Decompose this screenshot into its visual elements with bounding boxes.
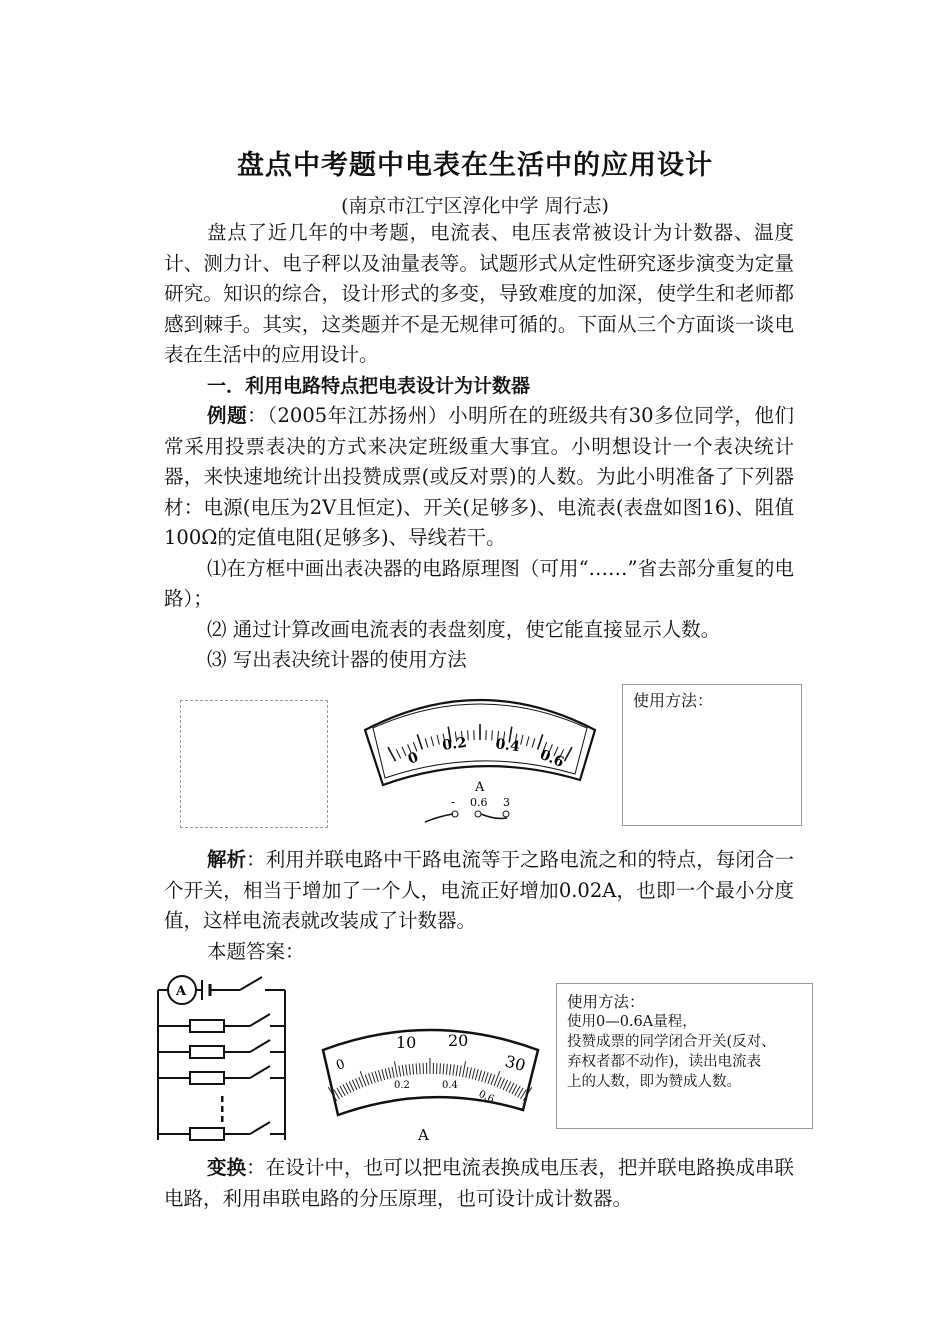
dial2-tick <box>399 1066 401 1077</box>
usage-label: 使用方法： <box>633 691 714 710</box>
ellipsis-dots <box>221 1096 224 1122</box>
dial2-tick <box>406 1065 407 1076</box>
terminal-minus-label: - <box>451 795 456 809</box>
usage2-line-4: 上的人数，即为赞成人数。 <box>567 1074 741 1090</box>
dial2-tick <box>497 1077 501 1087</box>
ammeter-letter: A <box>176 984 187 999</box>
dial2-unit: A <box>418 1126 429 1144</box>
dial2-tick <box>392 1067 394 1078</box>
dial2-tick <box>482 1071 485 1082</box>
dial2-tick <box>369 1073 373 1083</box>
dial2-tick <box>409 1064 410 1075</box>
dial2-tick <box>372 1072 375 1082</box>
usage-box-blank <box>622 684 802 826</box>
ammeter-dial-figure <box>355 690 605 825</box>
dial-tick <box>396 749 400 758</box>
question-2: ⑵ 通过计算改画电流表的表盘刻度，使它能直接显示人数。 <box>207 617 721 641</box>
dial2-tick <box>440 1063 441 1074</box>
variation-text: ：在设计中，也可以把电流表换成电压表，把并联电路换成串联电路，利用串联电路的分压原理，也可设计成计数器。 <box>164 1156 794 1210</box>
dial-label-0.4: 0.4 <box>494 736 521 756</box>
resistor <box>190 1046 224 1058</box>
dial-outline <box>365 700 595 785</box>
resistor <box>190 1128 224 1140</box>
dial2-bottom-label-0.6: 0.6 <box>476 1088 496 1106</box>
wire <box>250 1040 270 1052</box>
dial2-tick <box>488 1073 492 1083</box>
dial-tick <box>538 734 543 749</box>
dial-tick <box>388 747 396 761</box>
intro-paragraph: 盘点了近几年的中考题，电流表、电压表常被设计为计数器、温度计、测力计、电子秤以及油量表等。试题形式从定性研究逐步演变为定量研究。知识的综合，设计形式的多变，导致难度的加深，使学生和老师都感到棘手。其实，这类题并不是无规律可循的。下面从三个方面谈一谈电表在生活中的应用设计。 <box>164 221 794 366</box>
variation-label: 变换 <box>207 1156 247 1179</box>
dial-tick <box>521 735 523 745</box>
dial-tick <box>402 747 406 756</box>
page-title: 盘点中考题中电表在生活中的应用设计 <box>237 150 713 181</box>
dial2-bottom-label-0.2: 0.2 <box>394 1080 410 1091</box>
dial-label-0: 0 <box>405 749 421 768</box>
dial2-tick <box>453 1065 454 1076</box>
dial2-tick <box>389 1068 391 1079</box>
dial-label-0.6: 0.6 <box>537 746 567 771</box>
author-line: (南京市江宁区淳化中学 周行志) <box>341 195 609 217</box>
analysis-paragraph <box>164 845 794 937</box>
dial2-tick <box>443 1064 444 1075</box>
usage2-head: 使用方法： <box>567 993 645 1011</box>
terminal-3-label: 3 <box>503 796 510 809</box>
circuit-branch <box>158 1040 285 1058</box>
circuit-branch <box>158 1122 285 1140</box>
question-3: ⑶ 写出表决统计器的使用方法 <box>207 648 467 671</box>
dial2-tick <box>456 1065 458 1076</box>
dial2-top-label-10: 10 <box>396 1033 417 1052</box>
dial2-tick <box>472 1068 475 1079</box>
circuit-branch <box>158 1066 285 1084</box>
analysis-section <box>164 845 794 967</box>
variation-section <box>164 1153 794 1214</box>
wire <box>250 1014 270 1026</box>
example-paragraph <box>164 401 794 554</box>
dial-tick <box>532 738 535 748</box>
dial-tick <box>492 730 493 740</box>
section-heading-1: 一．利用电路特点把电表设计为计数器 <box>207 374 531 397</box>
dial2-tick <box>463 1061 466 1077</box>
dial-tick <box>468 730 469 740</box>
dial2-tick <box>491 1075 495 1085</box>
resistor <box>190 1020 224 1032</box>
dial-tick <box>431 736 434 746</box>
usage2-line-3: 弃权者都不动作)，读出电流表 <box>567 1054 762 1070</box>
resistor <box>190 1072 224 1084</box>
wire <box>250 1122 270 1134</box>
dial2-tick <box>365 1075 369 1085</box>
dial2-tick <box>382 1069 385 1080</box>
terminal-0.6 <box>475 811 481 817</box>
wire-left <box>425 814 453 822</box>
dial-tick <box>437 735 439 745</box>
dial2-tick <box>378 1070 381 1081</box>
dial-label-0.2: 0.2 <box>441 734 468 754</box>
terminal-0.6-label: 0.6 <box>470 796 488 809</box>
dial2-ticks <box>328 1058 531 1101</box>
dial2-tick <box>500 1078 504 1088</box>
question-1: ⑴在方框中画出表决器的电路原理图（可用“……”省去部分重复的电路）； <box>164 556 794 610</box>
dial2-tick <box>469 1068 471 1079</box>
relabelled-dial-figure <box>318 1020 543 1145</box>
dial-tick <box>526 736 529 746</box>
wire <box>250 1066 270 1078</box>
terminal-3 <box>503 811 509 817</box>
analysis-label: 解析 <box>207 848 247 871</box>
dial2-top-label-30: 30 <box>502 1051 528 1076</box>
dial2-top-label-20: 20 <box>448 1031 469 1050</box>
example-label: 例题 <box>207 404 248 427</box>
dial2-bottom-label-0.4: 0.4 <box>442 1080 458 1091</box>
dial2-tick <box>416 1064 417 1075</box>
dial2-tick <box>375 1071 378 1082</box>
usage2-line-2: 投赞成票的同学闭合开关(反对、 <box>567 1034 776 1050</box>
dial2-tick <box>479 1070 482 1081</box>
dial2-tick <box>475 1069 478 1080</box>
parallel-circuit-figure <box>150 968 295 1146</box>
dial2-tick <box>402 1065 404 1076</box>
dial2-tick <box>466 1067 468 1078</box>
dial2-tick <box>420 1063 421 1074</box>
dial2-tick <box>385 1068 388 1079</box>
dial2-tick <box>459 1066 461 1077</box>
analysis-text: ：利用并联电路中干路电流等于之路电流之和的特点，每闭合一个开关，相当于增加了一个人，电流正好增加0.02A，也即一个最小分度值，这样电流表就改装成了计数器。 <box>164 848 794 932</box>
dial-tick <box>417 734 422 749</box>
dial2-tick <box>413 1064 414 1075</box>
dial2-tick <box>446 1064 447 1075</box>
main-switch <box>240 977 262 990</box>
dial2-top-label-0: 0 <box>334 1056 348 1074</box>
variation-paragraph <box>164 1153 794 1214</box>
usage2-line-1: 使用0—0.6A量程， <box>567 1014 697 1030</box>
intro-section <box>164 218 794 676</box>
dial-tick <box>565 747 573 761</box>
answer-label: 本题答案： <box>207 939 305 963</box>
circuit-branch <box>158 1014 285 1032</box>
dial2-tick <box>356 1078 360 1088</box>
dial2-tick <box>485 1072 488 1082</box>
usage-box-answer <box>556 983 813 1129</box>
example-text: ：（2005年江苏扬州）小明所在的班级共有30多位同学，他们常采用投票表决的方式来决定班级重大事宜。小明想设计一个表决统计器，来快速地统计出投赞成票(或反对票)的人数。为此小明准备了下列器材：电源(电压为2V且恒定)、开关(足够多)、电流表(表盘如图16)、阻值100Ω的定值电阻(足够多)、导线若干。 <box>164 404 794 549</box>
dial2-tick <box>359 1077 363 1087</box>
dial2-tick <box>450 1064 451 1075</box>
dial-tick <box>425 738 428 748</box>
dial-unit: A <box>475 780 485 795</box>
circuit-drawing-box <box>180 700 328 828</box>
dial2-tick <box>394 1061 397 1077</box>
